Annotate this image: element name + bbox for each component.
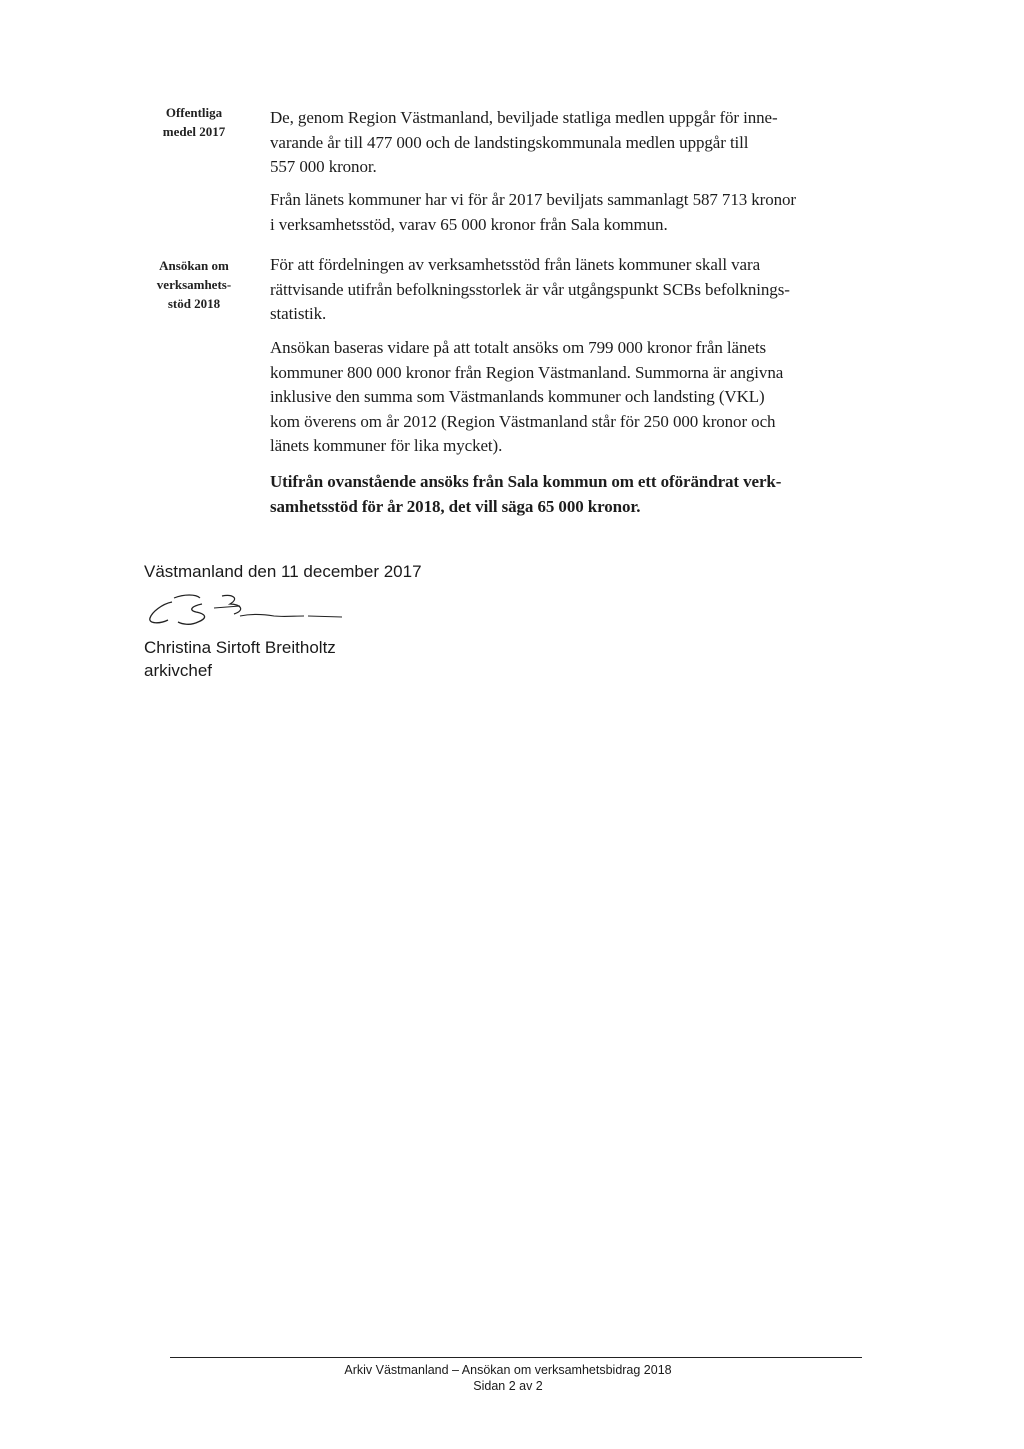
signatory (144, 636, 336, 682)
footer-page-number: Sidan 2 av 2 (473, 1379, 543, 1393)
text-line: samhetsstöd för år 2018, det vill säga 65 000 kronor. (270, 496, 641, 516)
footer-document-title: Arkiv Västmanland – Ansökan om verksamhetsbidrag 2018 (344, 1363, 672, 1377)
text-line: Ansökan baseras vidare på att totalt ansöks om 799 000 kronor från länets (270, 338, 766, 357)
margin-label-line: verksamhets- (156, 277, 232, 292)
paragraph-conclusion (270, 470, 890, 519)
text-line: kommuner 800 000 kronor från Region Västmanland. Summorna är angivna (270, 362, 784, 382)
place-date (144, 560, 422, 583)
text-line: För att fördelningen av verksamhetsstöd från länets kommuner skall vara (270, 255, 761, 274)
margin-label-line: Offentliga (165, 105, 223, 120)
margin-label-line: Ansökan om (159, 258, 229, 273)
text-line: statistik. (270, 304, 327, 323)
paragraph-state-funds (270, 106, 890, 180)
text-line: inklusive den summa som Västmanlands kommuner och landsting (VKL) (270, 387, 765, 406)
text-line: rättvisande utifrån befolkningsstorlek är vår utgångspunkt SCBs befolknings- (270, 279, 790, 299)
paragraph-municipal-support (270, 188, 890, 237)
paragraph-distribution (270, 253, 890, 327)
text-line: Från länets kommuner har vi för år 2017 beviljats sammanlagt 587 713 kronor (270, 190, 796, 209)
text-line: 557 000 kronor. (270, 157, 377, 176)
text-line: i verksamhetsstöd, varav 65 000 kronor från Sala kommun. (270, 214, 668, 234)
place-date-text: Västmanland den 11 december 2017 (144, 562, 422, 581)
text-line: Utifrån ovanstående ansöks från Sala kommun om ett oförändrat verk- (270, 472, 782, 491)
text-line: länets kommuner för lika mycket). (270, 436, 503, 455)
signatory-name: Christina Sirtoft Breitholtz (144, 638, 336, 657)
paragraph-application-basis (270, 336, 890, 459)
text-line: De, genom Region Västmanland, beviljade statliga medlen uppgår för inne- (270, 108, 778, 127)
margin-label-ansokan (138, 256, 250, 313)
footer-divider (170, 1357, 862, 1358)
page-footer (170, 1362, 846, 1394)
margin-label-offentliga-medel (138, 103, 250, 141)
margin-label-line: stöd 2018 (167, 296, 221, 311)
text-line: kom överens om år 2012 (Region Västmanland står för 250 000 kronor och (270, 411, 776, 431)
signatory-title: arkivchef (144, 661, 213, 680)
margin-label-line: medel 2017 (162, 124, 226, 139)
handwritten-signature (144, 584, 349, 630)
text-line: varande år till 477 000 och de landstingskommunala medlen uppgår till (270, 132, 749, 152)
